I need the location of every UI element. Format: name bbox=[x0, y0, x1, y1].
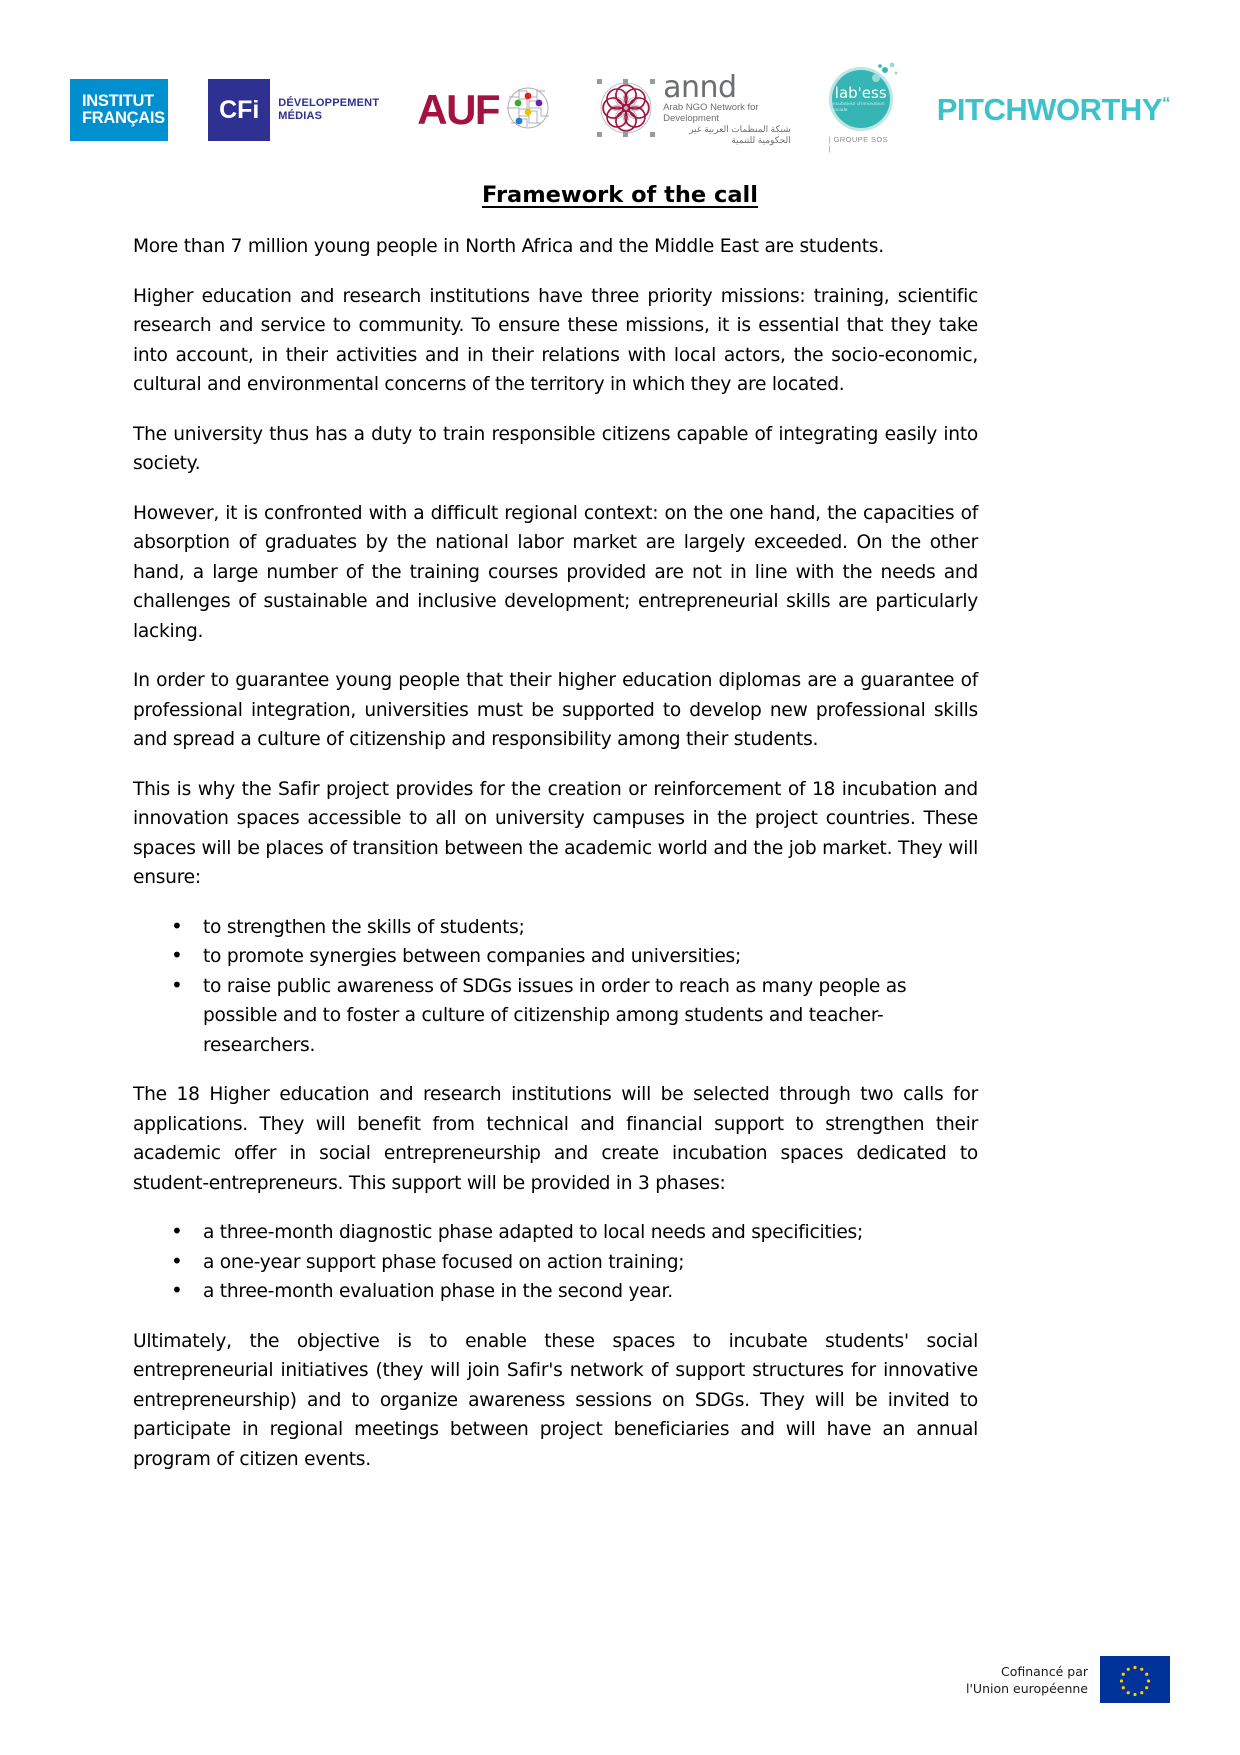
cfi-tagline-line1: DÉVELOPPEMENT bbox=[278, 97, 380, 109]
eu-cofunding-line2: l'Union européenne bbox=[966, 1680, 1088, 1696]
annd-text-block bbox=[663, 70, 791, 146]
labess-groupe-sos: | GROUPE SOS | bbox=[828, 135, 888, 153]
pitchworthy-logo bbox=[937, 92, 1170, 128]
labess-logo bbox=[829, 67, 893, 153]
eu-flag-icon bbox=[1100, 1656, 1170, 1703]
bullet-list-phases bbox=[133, 1218, 978, 1307]
eu-cofunding-text bbox=[966, 1663, 1088, 1697]
document-body bbox=[133, 232, 978, 1474]
cfi-logo bbox=[208, 79, 379, 141]
list-item: • a one-year support phase focused on action training; bbox=[203, 1248, 978, 1278]
auf-wordmark: AUF bbox=[417, 86, 500, 133]
bullet-list-objectives bbox=[133, 913, 978, 1061]
cfi-mark bbox=[208, 79, 270, 141]
labess-circle-mark bbox=[829, 67, 893, 131]
cfi-mark-text: CFi bbox=[219, 95, 260, 124]
labess-bubbles-icon bbox=[868, 60, 898, 89]
cfi-tagline bbox=[278, 97, 379, 123]
list-item: • a three-month diagnostic phase adapted to local needs and specificities; bbox=[203, 1218, 978, 1248]
annd-subtitle: Arab NGO Network for Development bbox=[663, 102, 759, 124]
institut-francais-line2: FRANÇAIS bbox=[82, 109, 165, 127]
auf-logo bbox=[417, 81, 555, 140]
paragraph-3: The university thus has a duty to train responsible citizens capable of integrating easily into society. bbox=[133, 423, 978, 474]
paragraph-1: More than 7 million young people in North Africa and the Middle East are students. bbox=[133, 236, 884, 257]
annd-rosette-icon bbox=[595, 77, 657, 144]
auf-globe-icon bbox=[501, 81, 555, 140]
paragraph-6: This is why the Safir project provides for the creation or reinforcement of 18 incubation and innovation spaces accessible to all on university campuses in the project countries. These spaces will be places of transition between the academic world and the job market. They will ensure: bbox=[133, 778, 978, 888]
paragraph-2: Higher education and research institutions have three priority missions: training, scientific research and service to community. To ensure these missions, it is essential that they take into account, in their activities and in their relations with local actors, the socio-economic, cultural and environmental concerns of the territory in which they are located. bbox=[133, 285, 978, 395]
paragraph-8: Ultimately, the objective is to enable these spaces to incubate students' social entrepreneurial initiatives (they will join Safir's network of support structures for innovative entrepreneurship) and to organize awareness sessions on SDGs. They will be invited to participate in regional meetings between project beneficiaries and will have an annual program of citizen events. bbox=[133, 1330, 978, 1470]
labess-tagline: incubateur d'innovation sociale bbox=[831, 100, 885, 112]
paragraph-7: The 18 Higher education and research institutions will be selected through two calls for applications. They will benefit from technical and financial support to strengthen their academic offer in social entrepreneurship and create incubation spaces dedicated to student-entrepreneurs. This support will be provided in 3 phases: bbox=[133, 1084, 978, 1194]
institut-francais-logo bbox=[70, 79, 168, 141]
eu-cofunding-line1: Cofinancé par bbox=[1000, 1663, 1088, 1679]
partner-logo-strip bbox=[70, 70, 1170, 153]
paragraph-4: However, it is confronted with a difficult regional context: on the one hand, the capacities of absorption of graduates by the national labor market are largely exceeded. On the other hand, a large number of the training courses provided are not in line with the needs and challenges of sustainable and inclusive development; entrepreneurial skills are particularly lacking. bbox=[133, 502, 978, 642]
labess-wordmark: lab'ess bbox=[834, 83, 887, 102]
list-item: • a three-month evaluation phase in the second year. bbox=[203, 1277, 978, 1307]
paragraph-5: In order to guarantee young people that their higher education diplomas are a guarantee of professional integration, universities must be supported to develop new professional skills and spread a culture of citizenship and responsibility among their students. bbox=[133, 670, 978, 750]
list-item: • to strengthen the skills of students; bbox=[203, 913, 978, 943]
page-title: Framework of the call bbox=[482, 182, 758, 208]
annd-wordmark: annd bbox=[663, 70, 737, 105]
pitchworthy-wordmark: PITCHWORTHY bbox=[936, 92, 1162, 127]
institut-francais-line1: INSTITUT bbox=[82, 92, 154, 110]
annd-logo bbox=[595, 70, 791, 146]
list-item: • to promote synergies between companies and universities; bbox=[203, 942, 978, 972]
eu-cofunding-footer bbox=[966, 1656, 1170, 1703]
pitchworthy-quote-mark: “ bbox=[1162, 93, 1170, 113]
cfi-tagline-line2: MÉDIAS bbox=[278, 110, 323, 122]
annd-arabic-subtitle: شبكة المنظمات العربية غير الحكومية للتنمية bbox=[689, 124, 791, 145]
list-item: • to raise public awareness of SDGs issues in order to reach as many people as possible and to foster a culture of citizenship among students and teacher-researchers. bbox=[203, 972, 978, 1061]
